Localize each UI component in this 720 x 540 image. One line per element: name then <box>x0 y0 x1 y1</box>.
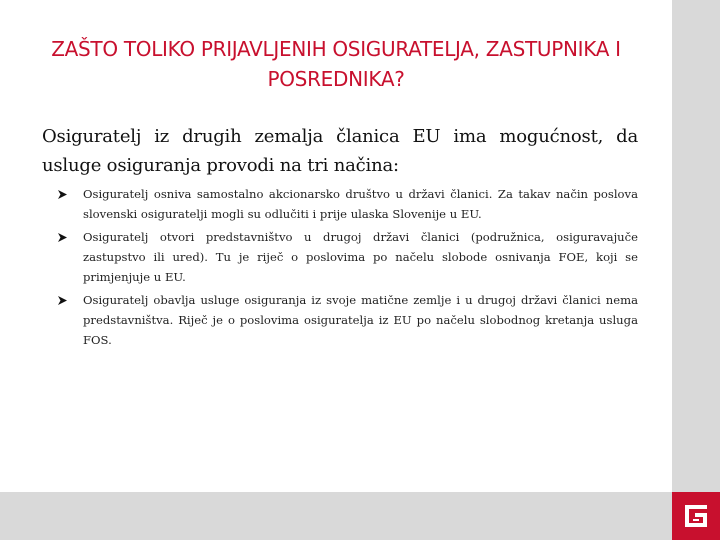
bullet-text: Osiguratelj otvori predstavništvo u drugoj državi članici (podružnica, osiguravajuče zastupstvo ili ured). Tu je riječ o poslovima po načelu slobode osnivanja FOE, koji se primjenjuje u EU. <box>83 230 638 284</box>
bullet-text: Osiguratelj osniva samostalno akcionarsko društvo u državi članici. Za takav način poslova slovenski osiguratelji mogli su odlučiti i prije ulaska Slovenije u EU. <box>83 187 638 221</box>
bullet-list <box>42 184 638 350</box>
slide-title-line-2: POSREDNIKA? <box>267 67 405 91</box>
arrow-bullet-icon <box>57 232 68 243</box>
arrow-bullet-icon <box>57 295 68 306</box>
right-sidebar-strip <box>672 0 720 540</box>
arrow-bullet-icon <box>57 189 68 200</box>
list-item <box>42 290 638 350</box>
logo-badge <box>672 492 720 540</box>
brand-logo-icon <box>682 502 710 530</box>
lead-paragraph: Osiguratelj iz drugih zemalja članica EU ima mogućnost, da usluge osiguranja provodi na tri načina: <box>42 126 638 176</box>
slide-content <box>42 122 638 353</box>
slide-title <box>0 34 672 94</box>
footer-bar <box>0 492 672 540</box>
slide-title-line-1: ZAŠTO TOLIKO PRIJAVLJENIH OSIGURATELJA, ZASTUPNIKA I <box>51 37 621 61</box>
list-item <box>42 184 638 224</box>
list-item <box>42 227 638 287</box>
bullet-text: Osiguratelj obavlja usluge osiguranja iz svoje matične zemlje i u drugoj državi članici nema predstavništva. Riječ je o poslovima osiguratelja iz EU po načelu slobodnog kretanja usluga FOS. <box>83 293 638 347</box>
